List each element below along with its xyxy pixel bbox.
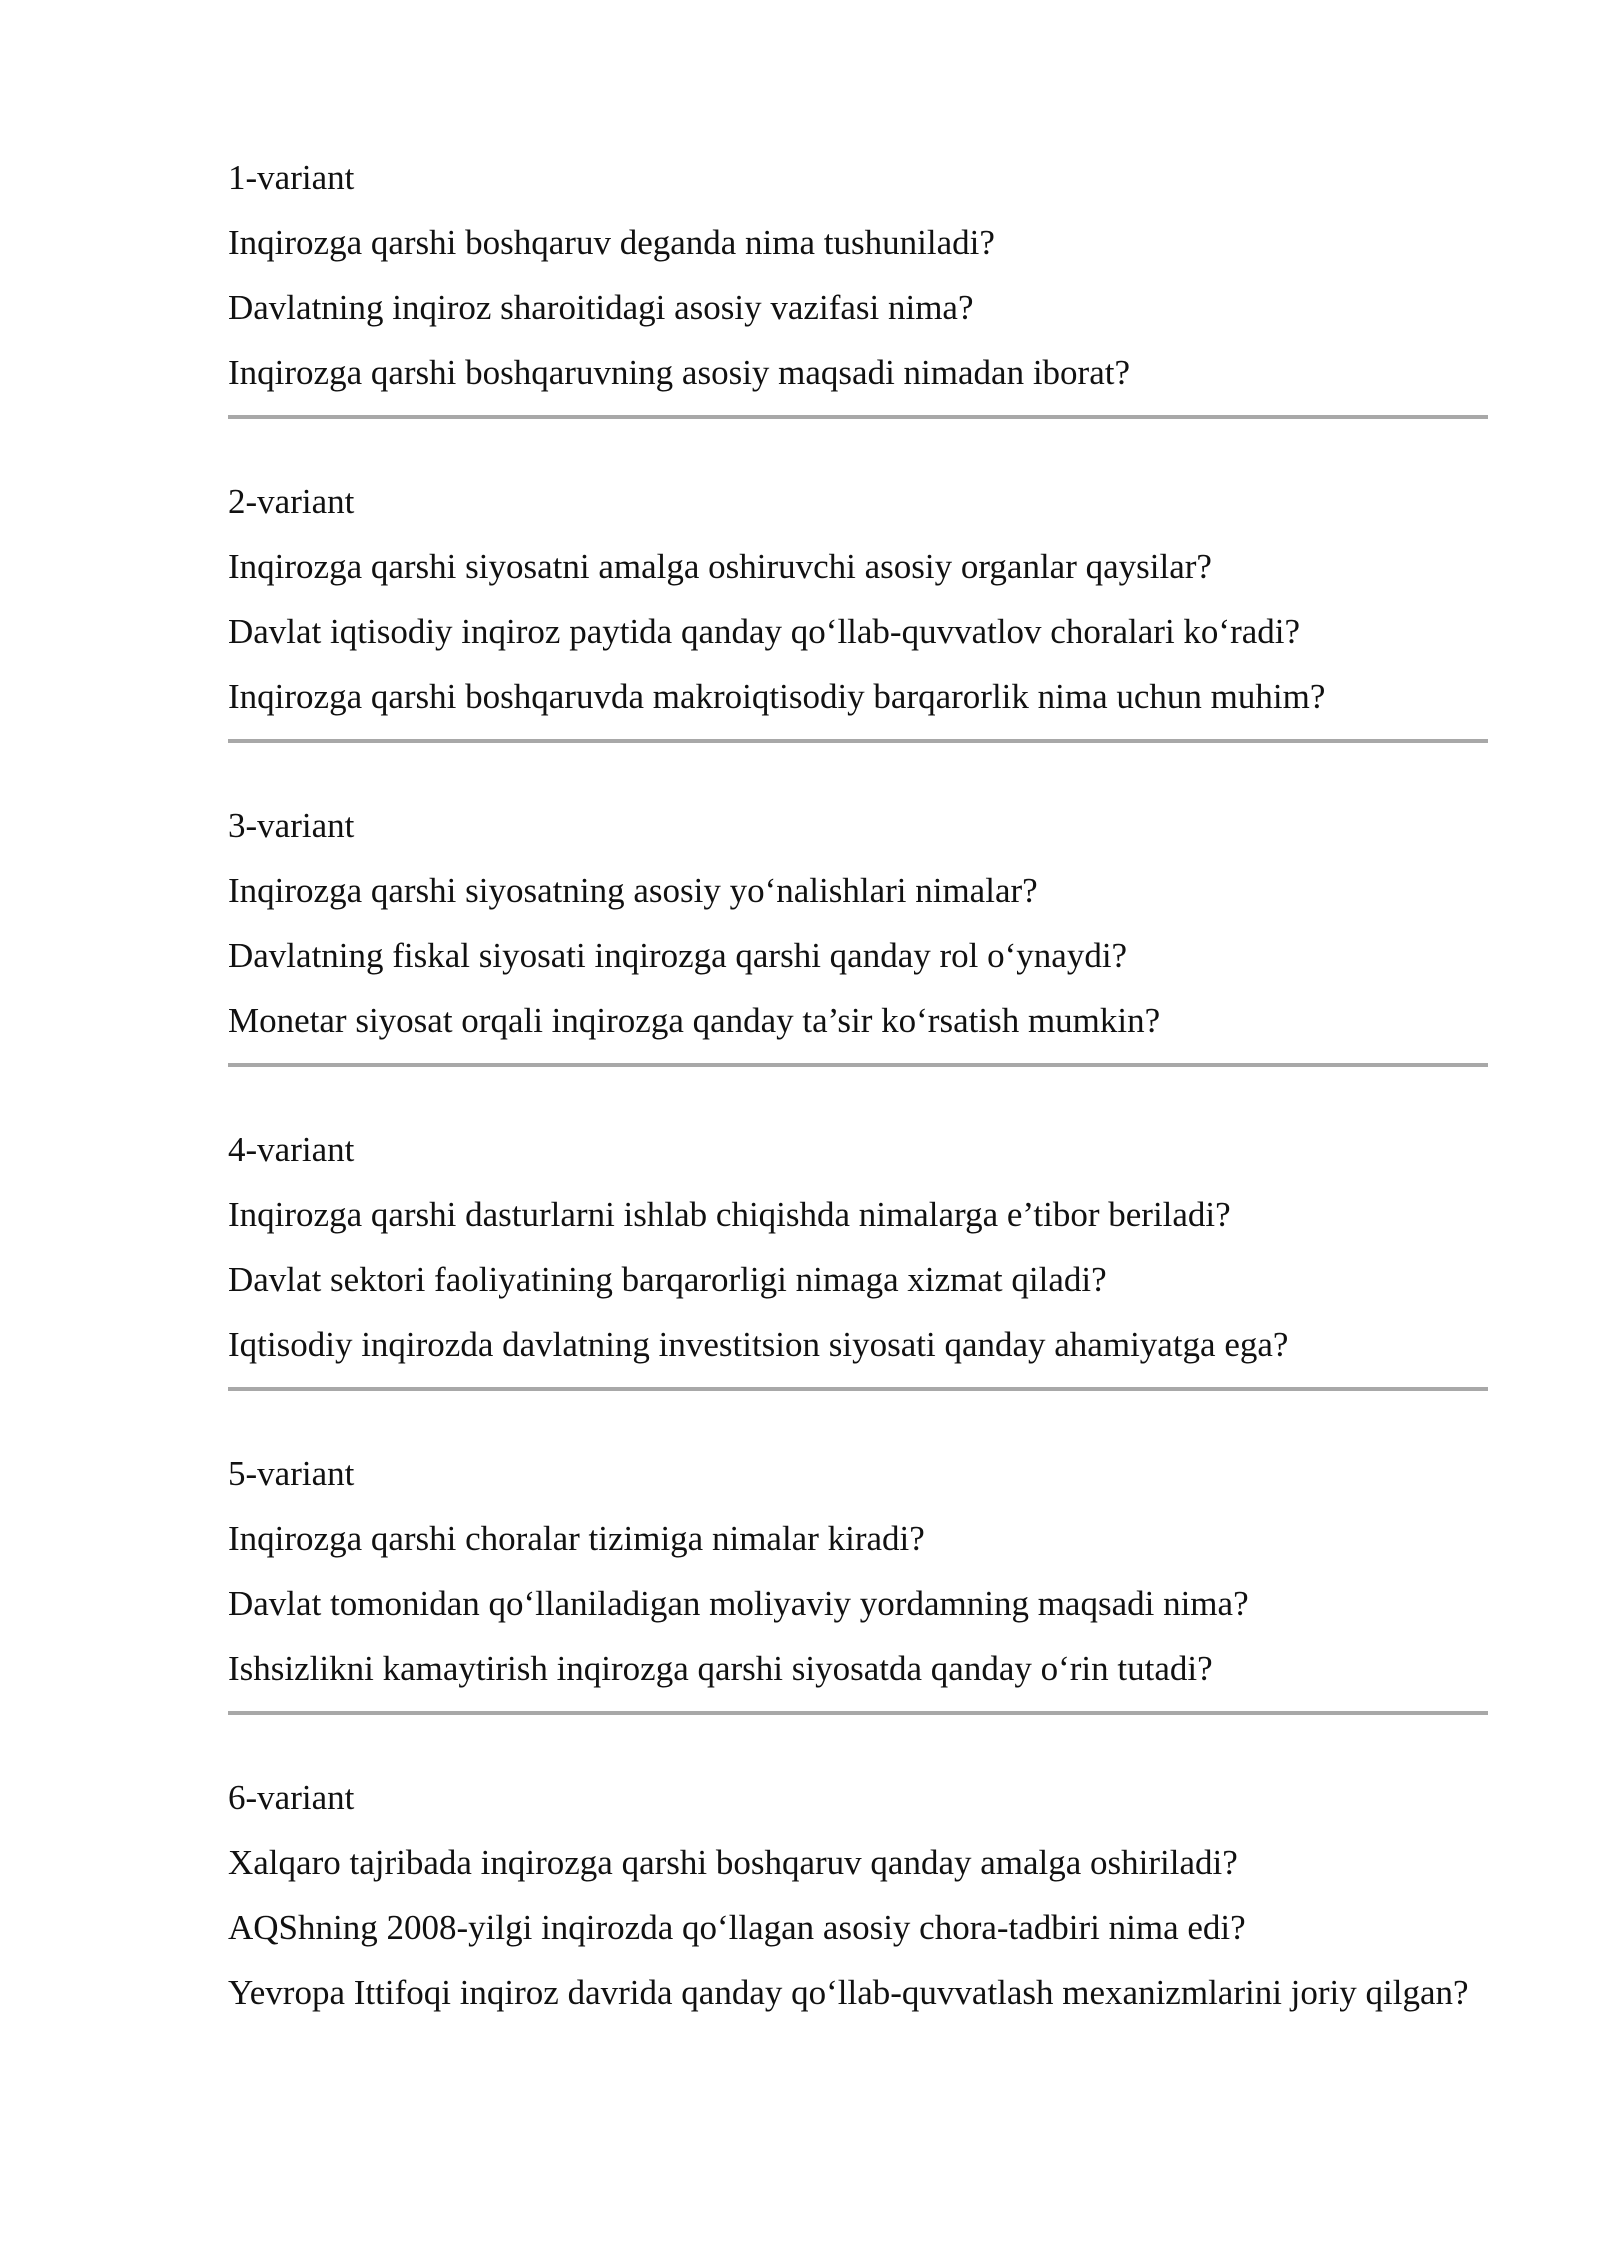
question: AQShning 2008-yilgi inqirozda qo‘llagan asosiy chora-tadbiri nima edi? bbox=[228, 1908, 1246, 1947]
question: Monetar siyosat orqali inqirozga qanday ta’sir ko‘rsatish mumkin? bbox=[228, 1001, 1161, 1040]
variants-list bbox=[228, 145, 1488, 2025]
question: Inqirozga qarshi siyosatni amalga oshiruvchi asosiy organlar qaysilar? bbox=[228, 547, 1212, 586]
question: Inqirozga qarshi boshqaruvning asosiy maqsadi nimadan iborat? bbox=[228, 353, 1131, 392]
variant-4 bbox=[228, 1117, 1488, 1391]
question: Davlatning fiskal siyosati inqirozga qarshi qanday rol o‘ynaydi? bbox=[228, 936, 1128, 975]
question: Davlat sektori faoliyatining barqarorligi nimaga xizmat qiladi? bbox=[228, 1260, 1107, 1299]
question: Inqirozga qarshi choralar tizimiga nimalar kiradi? bbox=[228, 1519, 925, 1558]
question: Inqirozga qarshi boshqaruv deganda nima tushuniladi? bbox=[228, 223, 995, 262]
question: Inqirozga qarshi siyosatning asosiy yo‘nalishlari nimalar? bbox=[228, 871, 1038, 910]
variant-title: 3-variant bbox=[228, 806, 355, 845]
question: Xalqaro tajribada inqirozga qarshi boshqaruv qanday amalga oshiriladi? bbox=[228, 1843, 1238, 1882]
divider bbox=[228, 1063, 1488, 1067]
question: Ishsizlikni kamaytirish inqirozga qarshi siyosatda qanday o‘rin tutadi? bbox=[228, 1649, 1213, 1688]
divider bbox=[228, 739, 1488, 743]
divider bbox=[228, 415, 1488, 419]
question: Davlat iqtisodiy inqiroz paytida qanday qo‘llab-quvvatlov choralari ko‘radi? bbox=[228, 612, 1301, 651]
variant-title: 1-variant bbox=[228, 158, 355, 197]
question: Davlat tomonidan qo‘llaniladigan moliyaviy yordamning maqsadi nima? bbox=[228, 1584, 1249, 1623]
question: Inqirozga qarshi dasturlarni ishlab chiqishda nimalarga e’tibor beriladi? bbox=[228, 1195, 1231, 1234]
question: Yevropa Ittifoqi inqiroz davrida qanday qo‘llab-quvvatlash mexanizmlarini joriy qilgan? bbox=[228, 1973, 1469, 2012]
variant-3 bbox=[228, 793, 1488, 1067]
variant-title: 5-variant bbox=[228, 1454, 355, 1493]
divider bbox=[228, 1387, 1488, 1391]
divider bbox=[228, 1711, 1488, 1715]
variant-title: 2-variant bbox=[228, 482, 355, 521]
variant-6 bbox=[228, 1765, 1488, 2025]
variant-5 bbox=[228, 1441, 1488, 1715]
variant-title: 4-variant bbox=[228, 1130, 355, 1169]
variant-title: 6-variant bbox=[228, 1778, 355, 1817]
question: Inqirozga qarshi boshqaruvda makroiqtisodiy barqarorlik nima uchun muhim? bbox=[228, 677, 1326, 716]
question: Davlatning inqiroz sharoitidagi asosiy vazifasi nima? bbox=[228, 288, 974, 327]
variant-1 bbox=[228, 145, 1488, 419]
variant-2 bbox=[228, 469, 1488, 743]
question: Iqtisodiy inqirozda davlatning investitsion siyosati qanday ahamiyatga ega? bbox=[228, 1325, 1289, 1364]
